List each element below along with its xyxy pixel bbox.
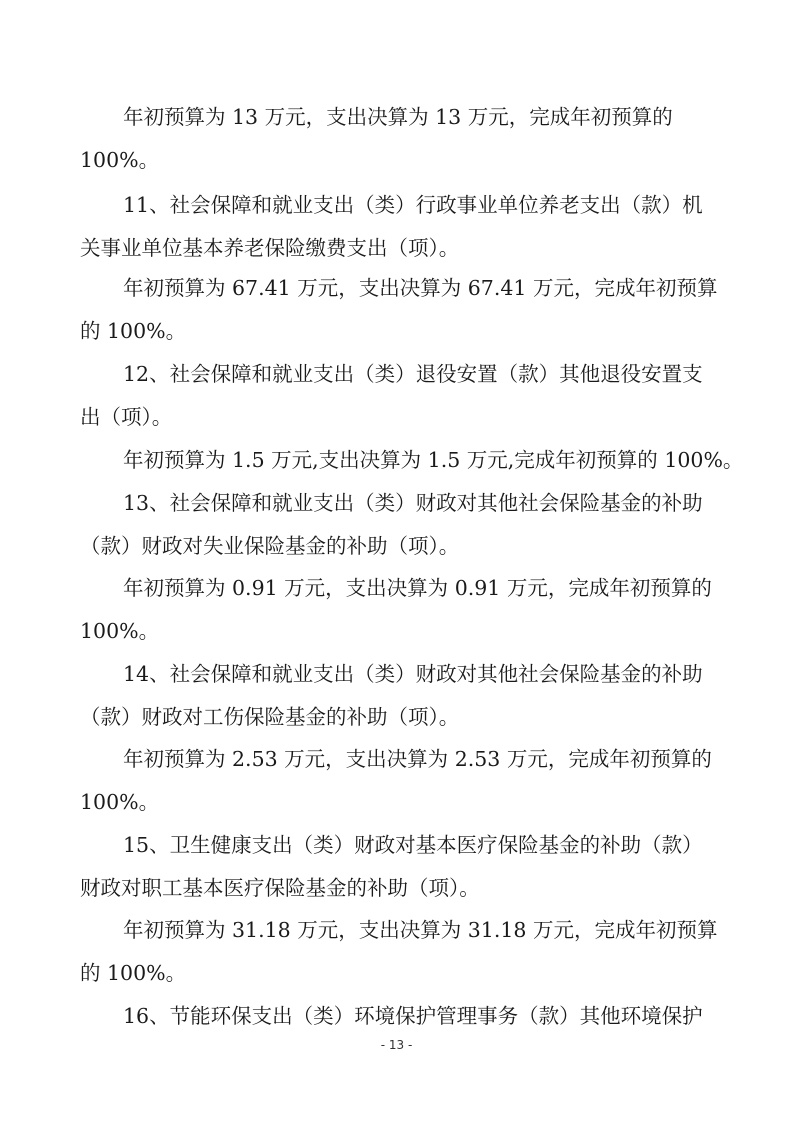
paragraph-11-line-1: 年初预算为 31.18 万元，支出决算为 31.18 万元，完成年初预算 — [123, 918, 718, 942]
paragraph-11-line-2: 的 100%。 — [80, 961, 187, 985]
page-number: - 13 - — [380, 1038, 413, 1052]
paragraph-6-line-1: 13、社会保障和就业支出（类）财政对其他社会保险基金的补助 — [123, 491, 703, 515]
paragraph-7-line-1: 年初预算为 0.91 万元，支出决算为 0.91 万元，完成年初预算的 — [123, 576, 712, 600]
paragraph-4-line-1: 12、社会保障和就业支出（类）退役安置（款）其他退役安置支 — [123, 362, 703, 386]
paragraph-7-line-2: 100%。 — [80, 619, 160, 643]
paragraph-10-line-2: 财政对职工基本医疗保险基金的补助（项）。 — [80, 876, 480, 900]
paragraph-8-line-1: 14、社会保障和就业支出（类）财政对其他社会保险基金的补助 — [123, 662, 703, 686]
paragraph-3-line-1: 年初预算为 67.41 万元，支出决算为 67.41 万元，完成年初预算 — [123, 276, 718, 300]
paragraph-1-line-1: 年初预算为 13 万元，支出决算为 13 万元，完成年初预算的 — [123, 105, 673, 129]
paragraph-12-line-1: 16、节能环保支出（类）环境保护管理事务（款）其他环境保护 — [123, 1004, 703, 1028]
paragraph-9-line-2: 100%。 — [80, 790, 160, 814]
paragraph-4-line-2: 出（项）。 — [80, 405, 173, 429]
paragraph-1-line-2: 100%。 — [80, 148, 160, 172]
paragraph-9-line-1: 年初预算为 2.53 万元，支出决算为 2.53 万元，完成年初预算的 — [123, 747, 712, 771]
paragraph-2-line-1: 11、社会保障和就业支出（类）行政事业单位养老支出（款）机 — [123, 193, 703, 217]
paragraph-5-line-1: 年初预算为 1.5 万元,支出决算为 1.5 万元,完成年初预算的 100%。 — [123, 448, 744, 472]
paragraph-6-line-2: （款）财政对失业保险基金的补助（项）。 — [80, 534, 460, 558]
paragraph-2-line-2: 关事业单位基本养老保险缴费支出（项）。 — [80, 236, 460, 260]
paragraph-3-line-2: 的 100%。 — [80, 319, 187, 343]
paragraph-10-line-1: 15、卫生健康支出（类）财政对基本医疗保险基金的补助（款） — [123, 833, 703, 857]
paragraph-8-line-2: （款）财政对工伤保险基金的补助（项）。 — [80, 705, 460, 729]
